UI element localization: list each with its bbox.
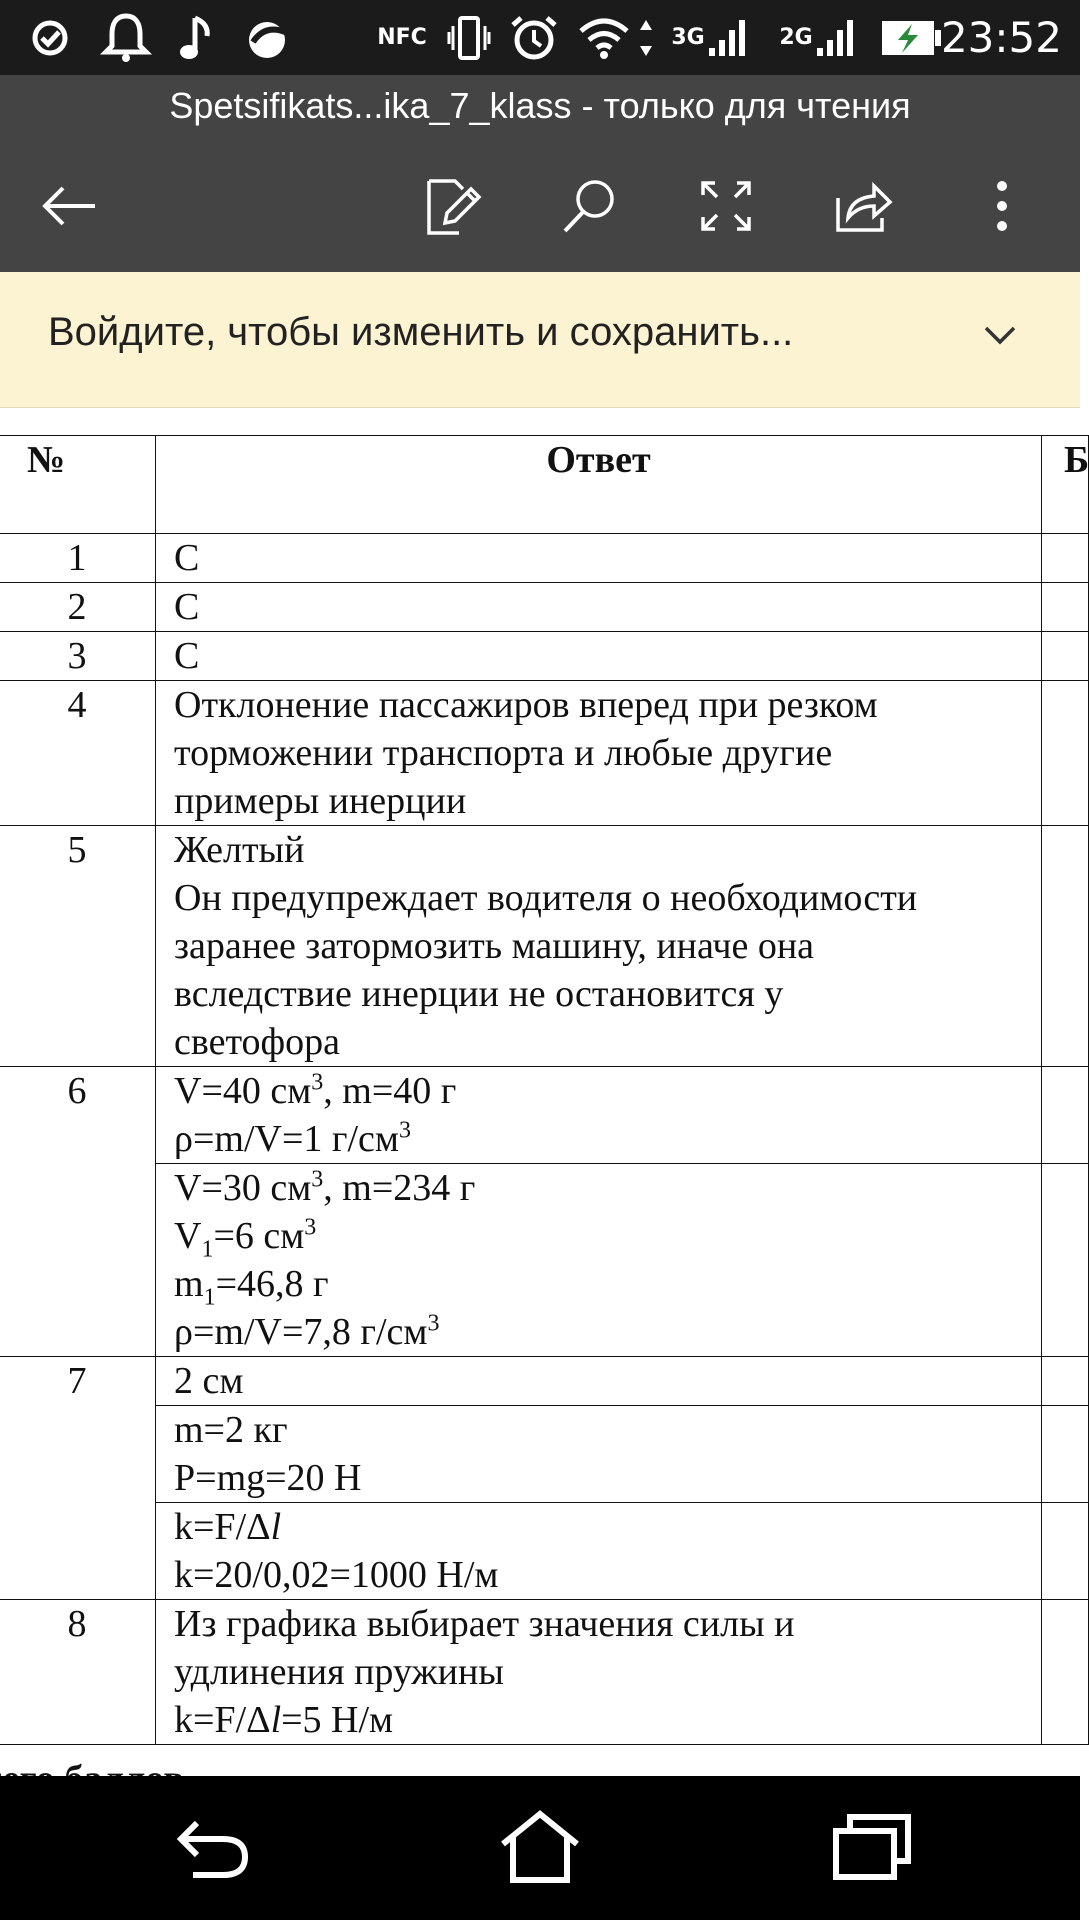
row-number: 7 <box>0 1357 156 1600</box>
table-row <box>0 681 1089 826</box>
superscript: 3 <box>304 1214 317 1241</box>
share-button[interactable] <box>828 173 898 243</box>
answer-line <box>174 1067 1041 1115</box>
formula-text: k=F/Δ <box>174 1699 271 1741</box>
formula-italic: l <box>270 1506 282 1548</box>
answer-line: m=2 кг <box>174 1409 288 1451</box>
document-title: Spetsifikats...ika_7_klass - только для чтения <box>169 85 911 126</box>
row-number: 5 <box>0 826 156 1067</box>
answer-line <box>174 1308 1041 1356</box>
points-cell <box>1042 826 1089 1067</box>
row-number: 8 <box>0 1600 156 1745</box>
answer-line: вследствие инерции не остановится у <box>174 973 784 1015</box>
answer-line <box>174 1696 1041 1744</box>
formula-text: , m=234 г <box>323 1167 476 1209</box>
points-cell <box>1042 1067 1089 1164</box>
status-bar <box>0 0 1080 75</box>
points-cell <box>1042 583 1089 632</box>
table-row <box>0 1164 1089 1357</box>
subscript: 1 <box>201 1236 214 1263</box>
superscript: 3 <box>311 1166 324 1193</box>
back-nav-icon <box>173 1811 253 1886</box>
header-points: Б <box>1042 436 1089 534</box>
answer-line: примеры инерции <box>174 780 467 822</box>
formula-text: =46,8 г <box>215 1263 329 1305</box>
app-bar <box>0 75 1080 272</box>
back-arrow-icon <box>39 184 99 233</box>
row-number: 2 <box>0 583 156 632</box>
formula-text: , m=40 г <box>323 1070 457 1112</box>
back-button[interactable] <box>34 173 104 243</box>
table-row <box>0 1503 1089 1600</box>
formula-text: ρ=m/V=1 г/см <box>174 1118 399 1160</box>
swipe-app-icon <box>240 0 300 75</box>
signal-3g-icon: 3G <box>660 0 760 75</box>
chevron-down-icon <box>982 323 1018 352</box>
answer-line <box>174 1260 1041 1311</box>
answer-line: светофора <box>174 1021 341 1063</box>
signal-2g-icon: 2G <box>768 0 868 75</box>
answer-cell: 2 см <box>156 1357 1042 1406</box>
points-cell <box>1042 1357 1089 1406</box>
recent-apps-icon <box>832 1811 912 1886</box>
answer-line: торможении транспорта и любые другие <box>174 732 833 774</box>
answer-line <box>174 1115 1041 1163</box>
alarm-icon <box>506 0 562 75</box>
more-options-icon <box>992 178 1012 239</box>
search-button[interactable] <box>555 173 625 243</box>
points-cell <box>1042 1406 1089 1503</box>
answer-line <box>174 1164 1041 1212</box>
header-answer: Ответ <box>156 436 1042 534</box>
answer-cell: С <box>156 583 1042 632</box>
table-header-row <box>0 436 1089 534</box>
table-row <box>0 1600 1089 1745</box>
formula-text: ρ=m/V=7,8 г/см <box>174 1311 428 1353</box>
answer-line <box>174 1503 1041 1551</box>
nav-recent-apps-button[interactable] <box>827 1808 917 1888</box>
banner-expand-button[interactable] <box>975 312 1025 362</box>
answer-line: заранее затормозить машину, иначе она <box>174 925 815 967</box>
points-cell <box>1042 681 1089 826</box>
points-cell <box>1042 534 1089 583</box>
table-row <box>0 583 1089 632</box>
superscript: 3 <box>427 1310 440 1337</box>
formula-italic: l <box>270 1699 282 1741</box>
points-cell <box>1042 1503 1089 1600</box>
table-row <box>0 1067 1089 1164</box>
row-number: 1 <box>0 534 156 583</box>
superscript: 3 <box>398 1117 411 1144</box>
row-number: 4 <box>0 681 156 826</box>
formula-text: =6 см <box>213 1215 305 1257</box>
answer-cell: С <box>156 632 1042 681</box>
answer-cell <box>156 1600 1042 1745</box>
answer-line: k=20/0,02=1000 Н/м <box>174 1554 499 1596</box>
table-row <box>0 632 1089 681</box>
points-cell <box>1042 1600 1089 1745</box>
formula-text: k=F/Δ <box>174 1506 271 1548</box>
answer-line: Желтый <box>174 829 305 871</box>
search-icon <box>561 177 619 240</box>
answer-line: Отклонение пассажиров вперед при резком <box>174 684 878 726</box>
points-cell <box>1042 632 1089 681</box>
fullscreen-button[interactable] <box>691 173 761 243</box>
answer-cell <box>156 1503 1042 1600</box>
table-row <box>0 1406 1089 1503</box>
nav-back-button[interactable] <box>168 1808 258 1888</box>
music-note-icon <box>172 0 222 75</box>
formula-text: V=40 см <box>174 1070 312 1112</box>
battery-charging-icon <box>876 0 946 75</box>
answer-line: Он предупреждает водителя о необходимости <box>174 877 918 919</box>
document-view[interactable] <box>0 408 1089 1776</box>
answer-cell <box>156 1164 1042 1357</box>
answer-line: Из графика выбирает значения силы и <box>174 1603 795 1645</box>
fullscreen-icon <box>699 179 753 238</box>
sign-in-banner-text: Войдите, чтобы изменить и сохранить... <box>48 310 794 354</box>
answer-cell: С <box>156 534 1042 583</box>
edit-button[interactable] <box>418 173 488 243</box>
nav-home-button[interactable] <box>495 1808 585 1888</box>
nfc-icon: NFC <box>377 25 427 50</box>
edit-document-icon <box>423 175 483 242</box>
subscript: 1 <box>203 1284 216 1311</box>
clock-time: 23:52 <box>940 13 1062 62</box>
header-number: № <box>0 436 156 534</box>
sync-icon <box>22 0 78 75</box>
share-icon <box>832 178 894 239</box>
more-options-button[interactable] <box>967 173 1037 243</box>
data-arrows-icon <box>634 0 658 75</box>
wifi-icon <box>574 0 634 75</box>
table-row <box>0 1357 1089 1406</box>
formula-text: V=30 см <box>174 1167 312 1209</box>
table-row <box>0 534 1089 583</box>
answer-cell <box>156 1067 1042 1164</box>
answer-cell <box>156 681 1042 826</box>
row-number: 3 <box>0 632 156 681</box>
navigation-bar <box>0 1776 1080 1920</box>
vibrate-icon <box>444 0 494 75</box>
formula-text: V <box>174 1215 202 1257</box>
table-row <box>0 826 1089 1067</box>
answer-cell <box>156 1406 1042 1503</box>
home-nav-icon <box>497 1808 583 1889</box>
answer-line: P=mg=20 Н <box>174 1457 362 1499</box>
points-cell <box>1042 1164 1089 1357</box>
answer-line: удлинения пружины <box>174 1651 504 1693</box>
formula-text: m <box>174 1263 204 1305</box>
superscript: 3 <box>311 1069 324 1096</box>
formula-text: =5 Н/м <box>281 1699 394 1741</box>
notification-bell-icon <box>96 0 156 75</box>
answer-cell <box>156 826 1042 1067</box>
answer-line <box>174 1212 1041 1263</box>
row-number: 6 <box>0 1067 156 1357</box>
sign-in-banner[interactable] <box>0 272 1080 408</box>
answers-table <box>0 435 1089 1745</box>
